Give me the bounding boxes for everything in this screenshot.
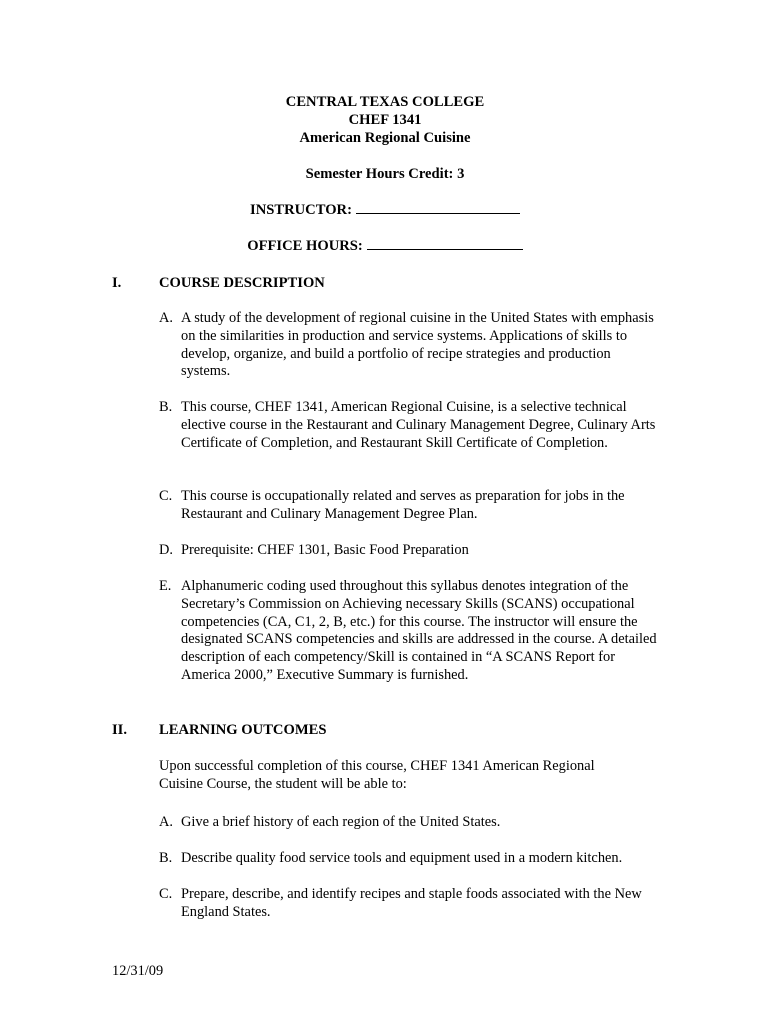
list-item bbox=[159, 814, 659, 832]
instructor-line bbox=[0, 201, 770, 219]
list-item bbox=[159, 886, 659, 922]
item-label: C. bbox=[159, 886, 173, 902]
item-label: C. bbox=[159, 488, 173, 504]
office-hours-label: OFFICE HOURS: bbox=[247, 238, 363, 254]
office-hours-line bbox=[0, 237, 770, 255]
item-label: A. bbox=[159, 814, 173, 830]
instructor-blank bbox=[356, 201, 520, 214]
list-item bbox=[159, 399, 659, 452]
item-label: B. bbox=[159, 399, 173, 415]
item-text: Describe quality food service tools and equipment used in a modern kitchen. bbox=[181, 850, 623, 866]
item-label: E. bbox=[159, 578, 172, 594]
section-number: I. bbox=[112, 275, 122, 291]
credit-hours: Semester Hours Credit: 3 bbox=[305, 166, 465, 182]
item-label: D. bbox=[159, 542, 173, 558]
section-title: COURSE DESCRIPTION bbox=[159, 275, 325, 291]
list-item bbox=[159, 310, 659, 381]
section-title: LEARNING OUTCOMES bbox=[159, 722, 327, 738]
list-item bbox=[159, 542, 659, 560]
item-text: This course is occupationally related and serves as preparation for jobs in the Restaurant and Culinary Management Degree Plan. bbox=[181, 488, 625, 522]
course-code: CHEF 1341 bbox=[348, 112, 422, 128]
section-number: II. bbox=[112, 722, 128, 738]
list-item bbox=[159, 488, 659, 524]
list-item bbox=[159, 850, 659, 868]
item-text: Give a brief history of each region of the United States. bbox=[181, 814, 501, 830]
office-hours-blank bbox=[367, 237, 523, 250]
item-text: Prepare, describe, and identify recipes and staple foods associated with the New England States. bbox=[181, 886, 642, 920]
section-intro: Upon successful completion of this course, CHEF 1341 American Regional Cuisine Course, the student will be able to: bbox=[159, 758, 595, 792]
item-text: Alphanumeric coding used throughout this syllabus denotes integration of the Secretary’s Commission on Achieving necessary Skills (SCANS) occupational competencies (CA, C1, 2, B, etc.) for this course. The instructor will ensure the designated SCANS competencies and skills are addressed in the course. A detailed description of each competency/Skill is contained in “A SCANS Report for America 2000,” Executive Summary is furnished. bbox=[181, 578, 657, 683]
instructor-label: INSTRUCTOR: bbox=[250, 202, 352, 218]
footer-date: 12/31/09 bbox=[112, 963, 164, 979]
item-label: B. bbox=[159, 850, 173, 866]
item-text: A study of the development of regional cuisine in the United States with emphasis on the similarities in production and service systems. Applications of skills to develop, organize, and build a portfolio of recipe strategies and production systems. bbox=[181, 310, 654, 380]
course-title: American Regional Cuisine bbox=[299, 130, 471, 146]
item-text: Prerequisite: CHEF 1301, Basic Food Preparation bbox=[181, 542, 469, 558]
list-item bbox=[159, 578, 659, 685]
item-label: A. bbox=[159, 310, 173, 326]
item-text: This course, CHEF 1341, American Regional Cuisine, is a selective technical elective course in the Restaurant and Culinary Management Degree, Culinary Arts Certificate of Completion, and Restaurant Skill Certificate of Completion. bbox=[181, 399, 656, 451]
college-name: CENTRAL TEXAS COLLEGE bbox=[285, 94, 485, 110]
